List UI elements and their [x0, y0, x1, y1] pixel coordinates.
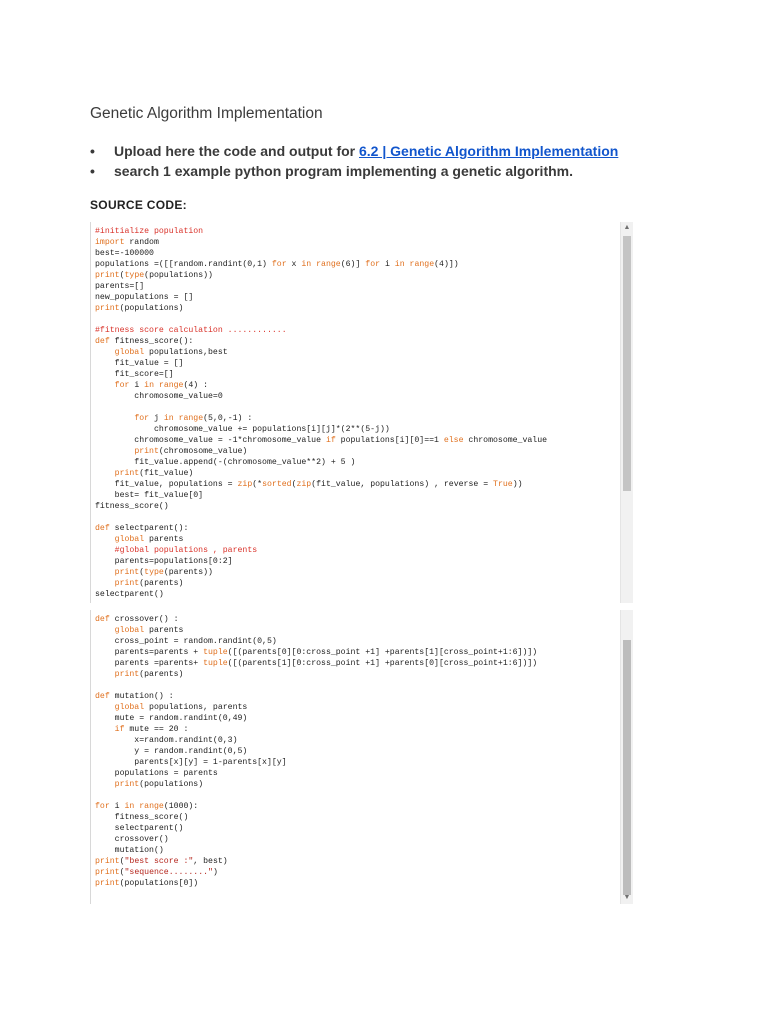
code-line [95, 790, 537, 801]
code-line: global parents [114, 626, 184, 635]
code-line: global populations,best [114, 348, 228, 357]
code-line: populations =([[random.randint(0,1) for x in range(6)] for i in range(4)]) [95, 260, 459, 269]
code-line: global parents [114, 535, 184, 544]
code-line: print(fit_value) [114, 469, 194, 478]
code-line: print(type(populations)) [95, 271, 213, 280]
code-line: print(parents) [114, 579, 184, 588]
code-line: #global populations , parents [114, 546, 258, 555]
code-line: def crossover() : [95, 615, 179, 624]
code-line: print(populations) [114, 780, 204, 789]
code-line [95, 314, 547, 325]
code-block-2 [95, 614, 537, 889]
code-line: fitness_score() [95, 502, 169, 511]
code-line: x=random.randint(0,3) [95, 736, 238, 745]
code-line: chromosome_value = -1*chromosome_value if populations[i][0]==1 else chromosome_value [95, 436, 548, 445]
code-line [95, 680, 537, 691]
code-line: cross_point = random.randint(0,5) [95, 637, 277, 646]
document-title: Genetic Algorithm Implementation [90, 105, 323, 122]
code-block-1 [95, 226, 547, 600]
scrollbar-2[interactable] [620, 610, 633, 904]
code-line: if mute == 20 : [114, 725, 189, 734]
code-pane-1[interactable] [90, 222, 633, 603]
code-line: fit_score=[] [95, 370, 174, 379]
scroll-thumb[interactable] [623, 236, 631, 491]
code-line: print(type(parents)) [114, 568, 213, 577]
code-line: def fitness_score(): [95, 337, 194, 346]
code-line: print("best score :", best) [95, 857, 228, 866]
code-line: def selectparent(): [95, 524, 189, 533]
code-line: fit_value = [] [95, 359, 184, 368]
instruction-item-upload [90, 141, 618, 161]
assignment-link[interactable]: 6.2 | Genetic Algorithm Implementation [359, 143, 619, 159]
code-line: y = random.randint(0,5) [95, 747, 248, 756]
code-pane-2[interactable] [90, 610, 633, 904]
code-line [95, 402, 547, 413]
code-line: print(parents) [114, 670, 184, 679]
code-line: chromosome_value += populations[i][j]*(2**(5-j)) [95, 425, 390, 434]
code-line: crossover() [95, 835, 169, 844]
code-line: best= fit_value[0] [95, 491, 204, 500]
code-line: chromosome_value=0 [95, 392, 223, 401]
code-line: fitness_score() [95, 813, 189, 822]
code-line: parents=parents + tuple([(parents[0][0:cross_point +1] +parents[1][cross_point+1:6])]) [95, 648, 538, 657]
code-line: parents[x][y] = 1-parents[x][y] [95, 758, 287, 767]
code-line: for i in range(1000): [95, 802, 199, 811]
code-line: parents=populations[0:2] [95, 557, 233, 566]
code-line: selectparent() [95, 824, 184, 833]
code-line: mute = random.randint(0,49) [95, 714, 248, 723]
scrollbar-1[interactable] [620, 222, 633, 603]
code-line: mutation() [95, 846, 164, 855]
code-line: parents=[] [95, 282, 145, 291]
instruction-text: Upload here the code and output for [114, 143, 359, 159]
code-line: import random [95, 238, 159, 247]
instruction-list [90, 141, 618, 181]
code-line: def mutation() : [95, 692, 174, 701]
code-line: fit_value, populations = zip(*sorted(zip(fit_value, populations) , reverse = True)) [95, 480, 523, 489]
code-line: populations = parents [95, 769, 218, 778]
code-line: global populations, parents [114, 703, 248, 712]
code-line [95, 512, 547, 523]
code-line: #fitness score calculation ............ [95, 326, 287, 335]
instruction-item-search [90, 161, 618, 181]
bullet-icon: • [90, 143, 95, 159]
source-code-label: SOURCE CODE: [90, 198, 187, 212]
code-line: #initialize population [95, 227, 204, 236]
code-line: fit_value.append(-(chromosome_value**2) + 5 ) [95, 458, 356, 467]
scroll-thumb[interactable] [623, 640, 631, 895]
code-line: best=-100000 [95, 249, 154, 258]
code-line: for j in range(5,0,-1) : [134, 414, 253, 423]
code-line: for i in range(4) : [114, 381, 209, 390]
instruction-text: search 1 example python program implementing a genetic algorithm. [114, 163, 573, 179]
scroll-up-icon[interactable]: ▲ [623, 224, 631, 231]
bullet-icon: • [90, 163, 95, 179]
code-line: print(chromosome_value) [134, 447, 248, 456]
code-line: print(populations[0]) [95, 879, 199, 888]
code-line: print(populations) [95, 304, 184, 313]
code-line: selectparent() [95, 590, 164, 599]
code-line: new_populations = [] [95, 293, 194, 302]
scroll-down-icon[interactable]: ▼ [623, 894, 631, 901]
code-line: print("sequence........") [95, 868, 218, 877]
code-line: parents =parents+ tuple([(parents[1][0:cross_point +1] +parents[0][cross_point+1:6])]) [95, 659, 538, 668]
